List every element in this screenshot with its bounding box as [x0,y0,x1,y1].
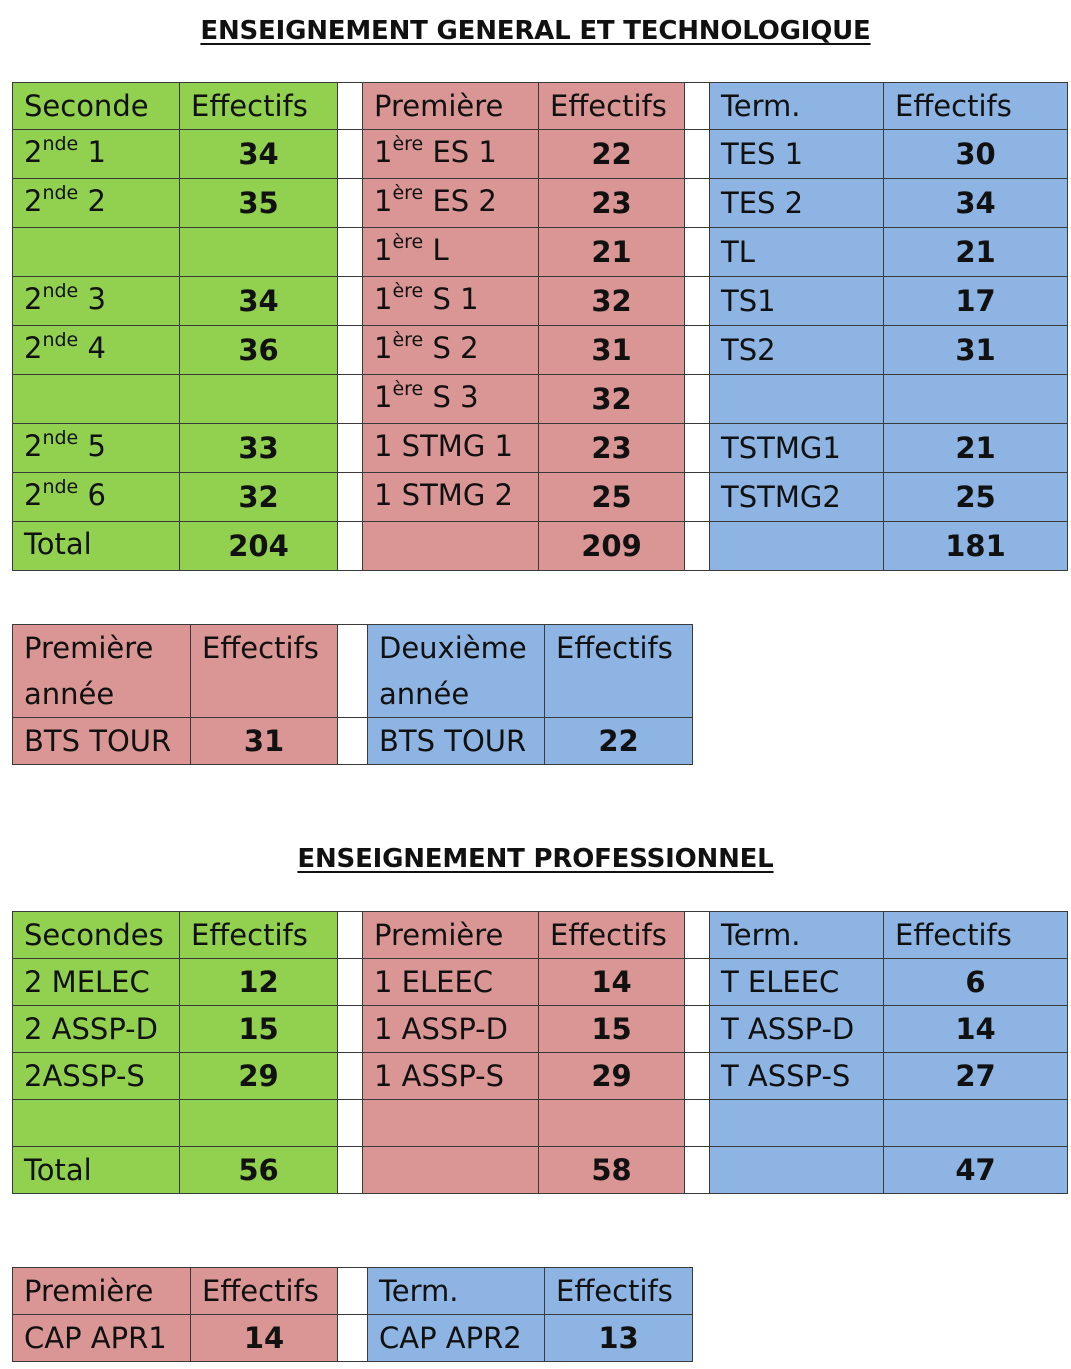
class-label-suffix: 5 [78,429,106,463]
class-label-cell [13,1100,180,1147]
count-cell: 33 [180,424,338,473]
column-separator [685,473,710,522]
class-label-cell [13,130,180,179]
count-cell: 34 [180,277,338,326]
count-cell: 31 [191,718,338,765]
column-separator [685,1006,710,1053]
class-label-cell: TS2 [710,326,884,375]
header-cell: Première [363,912,539,959]
class-label-superscript: nde [42,133,79,155]
class-label-cell: Total [13,1147,180,1194]
class-label-cell: 1 ELEEC [363,959,539,1006]
column-separator [338,1053,363,1100]
count-cell: 23 [539,179,685,228]
class-label-suffix: 3 [78,282,106,316]
column-separator [685,228,710,277]
class-label-cell [13,375,180,424]
class-label-cell [13,228,180,277]
class-label-suffix: 4 [78,331,106,365]
column-separator [338,179,363,228]
class-label-cell: 2 ASSP-D [13,1006,180,1053]
class-label-cell: TSTMG2 [710,473,884,522]
class-label-cell [13,424,180,473]
count-cell: 34 [884,179,1068,228]
general-section-title: ENSEIGNEMENT GENERAL ET TECHNOLOGIQUE [200,16,871,46]
class-label-base: Total [24,527,92,561]
column-separator [338,912,363,959]
column-separator [685,375,710,424]
header-cell: Première [363,83,539,130]
class-label-base: 1 [374,135,393,169]
count-cell: 35 [180,179,338,228]
count-cell: 47 [884,1147,1068,1194]
count-cell: 15 [180,1006,338,1053]
table-row [13,1147,1068,1194]
class-label-superscript: nde [42,427,79,449]
class-label-cell [363,277,539,326]
count-cell [539,1100,685,1147]
class-label-cell [363,228,539,277]
column-separator [338,130,363,179]
class-label-superscript: nde [42,182,79,204]
class-label-superscript: nde [42,329,79,351]
count-cell [180,1100,338,1147]
class-label-base: 1 [374,282,393,316]
class-label-superscript: ère [392,329,424,351]
column-separator [338,1100,363,1147]
column-separator [685,326,710,375]
class-label-cell [710,1147,884,1194]
column-separator [685,522,710,571]
class-label-cell: TS1 [710,277,884,326]
column-separator [338,522,363,571]
header-cell: Term. [710,912,884,959]
class-label-cell [363,179,539,228]
class-label-base: 1 [374,331,393,365]
column-separator [338,473,363,522]
class-label-cell [710,522,884,571]
class-label-cell: T ELEEC [710,959,884,1006]
cap-enrollment-table [12,1267,693,1362]
count-cell: 21 [884,424,1068,473]
column-separator [338,959,363,1006]
class-label-suffix: 2 [78,184,106,218]
count-cell [884,1100,1068,1147]
header-row [13,625,693,718]
table-row [13,1053,1068,1100]
class-label-suffix: S 1 [423,282,479,316]
class-label-cell: CAP APR1 [13,1315,191,1362]
header-cell: Effectifs [545,625,693,718]
table-row [13,375,1068,424]
class-label-cell: TES 1 [710,130,884,179]
column-separator [338,625,368,718]
header-cell: Deuxième année [368,625,545,718]
class-label-base: 2 [24,282,43,316]
class-label-superscript: ère [392,182,424,204]
count-cell: 12 [180,959,338,1006]
count-cell: 15 [539,1006,685,1053]
class-label-cell [13,277,180,326]
class-label-superscript: ère [392,280,424,302]
class-label-superscript: nde [42,476,79,498]
class-label-cell [363,130,539,179]
class-label-suffix: 1 [78,135,106,169]
count-cell [180,375,338,424]
header-cell: Effectifs [545,1268,693,1315]
class-label-cell [363,1147,539,1194]
table-row [13,228,1068,277]
count-cell: 21 [884,228,1068,277]
table-row [13,326,1068,375]
class-label-superscript: nde [42,280,79,302]
class-label-base: 1 STMG 1 [374,429,513,463]
class-label-cell [710,1100,884,1147]
count-cell: 32 [539,277,685,326]
header-cell: Effectifs [180,912,338,959]
column-separator [338,375,363,424]
class-label-cell [363,424,539,473]
class-label-cell [363,1100,539,1147]
header-cell: Seconde [13,83,180,130]
count-cell: 23 [539,424,685,473]
class-label-base: 1 STMG 2 [374,478,513,512]
header-row [13,83,1068,130]
count-cell: 181 [884,522,1068,571]
count-cell: 22 [539,130,685,179]
class-label-cell [363,326,539,375]
column-separator [338,83,363,130]
table-row [13,959,1068,1006]
header-cell: Première [13,1268,191,1315]
table-row [13,1006,1068,1053]
table-row [13,1100,1068,1147]
header-cell: Effectifs [539,912,685,959]
class-label-superscript: ère [392,133,424,155]
column-separator [685,1053,710,1100]
count-cell: 31 [884,326,1068,375]
header-cell: Secondes [13,912,180,959]
count-cell: 14 [191,1315,338,1362]
pro-section-title: ENSEIGNEMENT PROFESSIONNEL [297,844,774,874]
count-cell: 56 [180,1147,338,1194]
column-separator [685,912,710,959]
table-row [13,179,1068,228]
class-label-cell: 2ASSP-S [13,1053,180,1100]
count-cell: 27 [884,1053,1068,1100]
class-label-base: 2 [24,135,43,169]
count-cell: 13 [545,1315,693,1362]
column-separator [685,959,710,1006]
column-separator [685,424,710,473]
column-separator [338,1315,368,1362]
class-label-superscript: ère [392,378,424,400]
count-cell: 31 [539,326,685,375]
class-label-suffix: ES 1 [423,135,497,169]
class-label-cell: TES 2 [710,179,884,228]
header-cell: Effectifs [884,83,1068,130]
class-label-superscript: ère [392,231,424,253]
class-label-suffix: S 2 [423,331,479,365]
class-label-cell [13,473,180,522]
header-row [13,1268,693,1315]
count-cell: 32 [539,375,685,424]
class-label-cell: BTS TOUR [368,718,545,765]
column-separator [338,1147,363,1194]
count-cell: 22 [545,718,693,765]
count-cell: 209 [539,522,685,571]
count-cell [180,228,338,277]
header-row [13,912,1068,959]
class-label-cell [363,473,539,522]
header-cell: Effectifs [180,83,338,130]
count-cell: 25 [539,473,685,522]
count-cell: 30 [884,130,1068,179]
column-separator [685,130,710,179]
class-label-cell: TL [710,228,884,277]
count-cell: 32 [180,473,338,522]
class-label-cell: 2 MELEC [13,959,180,1006]
count-cell: 29 [539,1053,685,1100]
count-cell: 17 [884,277,1068,326]
count-cell: 34 [180,130,338,179]
header-cell: Première année [13,625,191,718]
table-row [13,277,1068,326]
class-label-cell [363,522,539,571]
count-cell: 36 [180,326,338,375]
class-label-cell: T ASSP-S [710,1053,884,1100]
class-label-cell: T ASSP-D [710,1006,884,1053]
class-label-suffix: 6 [78,478,106,512]
count-cell [884,375,1068,424]
class-label-cell [13,179,180,228]
bts-enrollment-table [12,624,693,765]
count-cell: 29 [180,1053,338,1100]
class-label-cell [13,326,180,375]
count-cell: 25 [884,473,1068,522]
column-separator [338,326,363,375]
class-label-cell: 1 ASSP-S [363,1053,539,1100]
class-label-suffix: S 3 [423,380,479,414]
class-label-base: 1 [374,380,393,414]
class-label-cell [363,375,539,424]
column-separator [338,1268,368,1315]
class-label-base: 1 [374,233,393,267]
header-cell: Effectifs [191,625,338,718]
table-row [13,424,1068,473]
header-cell: Term. [710,83,884,130]
class-label-suffix: ES 2 [423,184,497,218]
header-cell: Effectifs [539,83,685,130]
count-cell: 204 [180,522,338,571]
column-separator [685,179,710,228]
header-cell: Effectifs [884,912,1068,959]
column-separator [685,277,710,326]
table-row [13,522,1068,571]
column-separator [685,1147,710,1194]
column-separator [338,228,363,277]
table-row [13,718,693,765]
count-cell: 6 [884,959,1068,1006]
class-label-base: 2 [24,331,43,365]
general-enrollment-table [12,82,1068,571]
class-label-base: 1 [374,184,393,218]
class-label-cell: TSTMG1 [710,424,884,473]
count-cell: 58 [539,1147,685,1194]
class-label-cell [13,522,180,571]
class-label-base: 2 [24,478,43,512]
class-label-suffix: L [423,233,449,267]
table-row [13,1315,693,1362]
column-separator [338,718,368,765]
column-separator [338,424,363,473]
header-cell: Term. [368,1268,545,1315]
column-separator [338,1006,363,1053]
header-cell: Effectifs [191,1268,338,1315]
class-label-cell [710,375,884,424]
class-label-cell: 1 ASSP-D [363,1006,539,1053]
class-label-cell: BTS TOUR [13,718,191,765]
class-label-cell: CAP APR2 [368,1315,545,1362]
class-label-base: 2 [24,184,43,218]
count-cell: 21 [539,228,685,277]
count-cell: 14 [884,1006,1068,1053]
table-row [13,130,1068,179]
count-cell: 14 [539,959,685,1006]
pro-enrollment-table [12,911,1068,1194]
column-separator [338,277,363,326]
column-separator [685,1100,710,1147]
column-separator [685,83,710,130]
table-row [13,473,1068,522]
class-label-base: 2 [24,429,43,463]
